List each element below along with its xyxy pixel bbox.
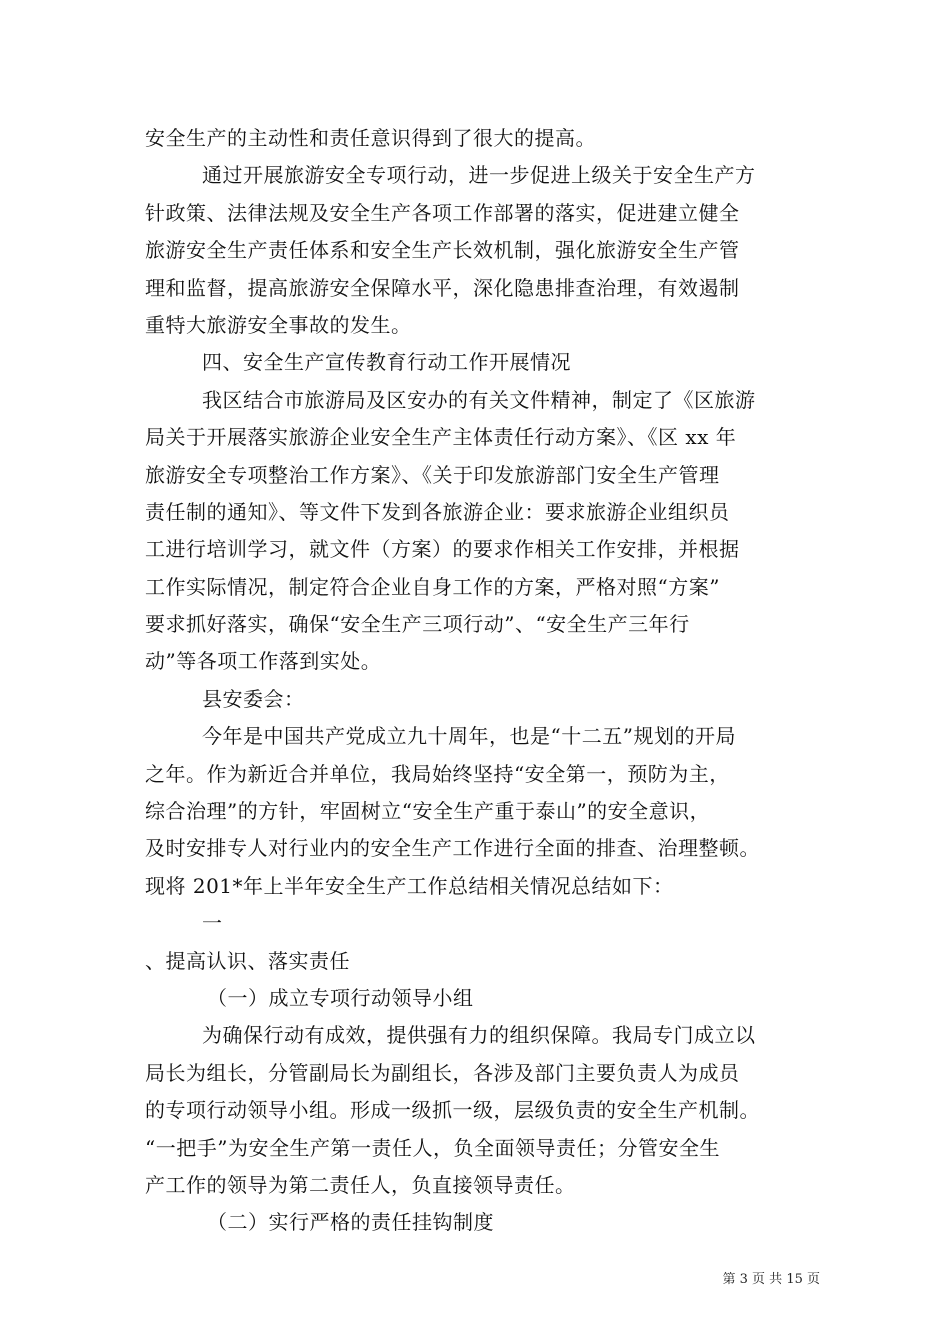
text-line: 的专项行动领导小组。形成一级抓一级，层级负责的安全生产机制。 xyxy=(145,1098,760,1123)
salutation: 县安委会： xyxy=(202,686,305,711)
text-line: 理和监督，提高旅游安全保障水平，深化隐患排查治理，有效遏制 xyxy=(145,275,740,300)
text-line: 产工作的领导为第二责任人，负直接领导责任。 xyxy=(145,1172,576,1197)
text-line: 工进行培训学习，就文件（方案）的要求作相关工作安排，并根据 xyxy=(145,537,740,562)
text-line: 之年。作为新近合并单位，我局始终坚持“安全第一，预防为主， xyxy=(145,761,730,786)
text-line: 重特大旅游安全事故的发生。 xyxy=(145,312,412,337)
text-line: 局长为组长，分管副局长为副组长，各涉及部门主要负责人为成员 xyxy=(145,1060,740,1085)
text-line: 局关于开展落实旅游企业安全生产主体责任行动方案》、《区 xx 年 xyxy=(145,425,737,450)
text-line: 现将 201*年上半年安全生产工作总结相关情况总结如下： xyxy=(145,873,674,898)
text-line: 及时安排专人对行业内的安全生产工作进行全面的排查、治理整顿。 xyxy=(145,836,760,861)
subsection-heading: （二）实行严格的责任挂钩制度 xyxy=(207,1210,494,1235)
text-line: 我区结合市旅游局及区安办的有关文件精神，制定了《区旅游 xyxy=(202,387,756,412)
body-text xyxy=(145,120,820,1242)
section-heading: 、提高认识、落实责任 xyxy=(145,948,350,973)
text-line: 责任制的通知》、等文件下发到各旅游企业：要求旅游企业组织员 xyxy=(145,499,730,524)
section-number: 一 xyxy=(202,911,223,936)
text-line: 安全生产的主动性和责任意识得到了很大的提高。 xyxy=(145,126,596,150)
text-line: 旅游安全专项整治工作方案》、《关于印发旅游部门安全生产管理 xyxy=(145,462,720,487)
subsection-heading: （一）成立专项行动领导小组 xyxy=(207,985,474,1010)
text-line: 旅游安全生产责任体系和安全生产长效机制，强化旅游安全生产管 xyxy=(145,238,740,263)
text-line: 针政策、法律法规及安全生产各项工作部署的落实，促进建立健全 xyxy=(145,200,740,225)
text-line: 工作实际情况，制定符合企业自身工作的方案，严格对照“方案” xyxy=(145,574,720,599)
text-line: 为确保行动有成效，提供强有力的组织保障。我局专门成立以 xyxy=(202,1023,756,1048)
text-line: “一把手”为安全生产第一责任人，负全面领导责任；分管安全生 xyxy=(145,1135,720,1160)
text-line: 动”等各项工作落到实处。 xyxy=(145,649,382,674)
page-number: 第 3 页 共 15 页 xyxy=(722,1272,820,1287)
text-line: 通过开展旅游安全专项行动，进一步促进上级关于安全生产方 xyxy=(202,163,756,188)
text-line: 要求抓好落实，确保“安全生产三项行动”、“安全生产三年行 xyxy=(145,612,690,637)
text-line: 综合治理”的方针，牢固树立“安全生产重于泰山”的安全意识， xyxy=(145,799,711,824)
section-heading: 四、安全生产宣传教育行动工作开展情况 xyxy=(202,350,571,375)
text-line: 今年是中国共产党成立九十周年，也是“十二五”规划的开局 xyxy=(202,724,736,749)
